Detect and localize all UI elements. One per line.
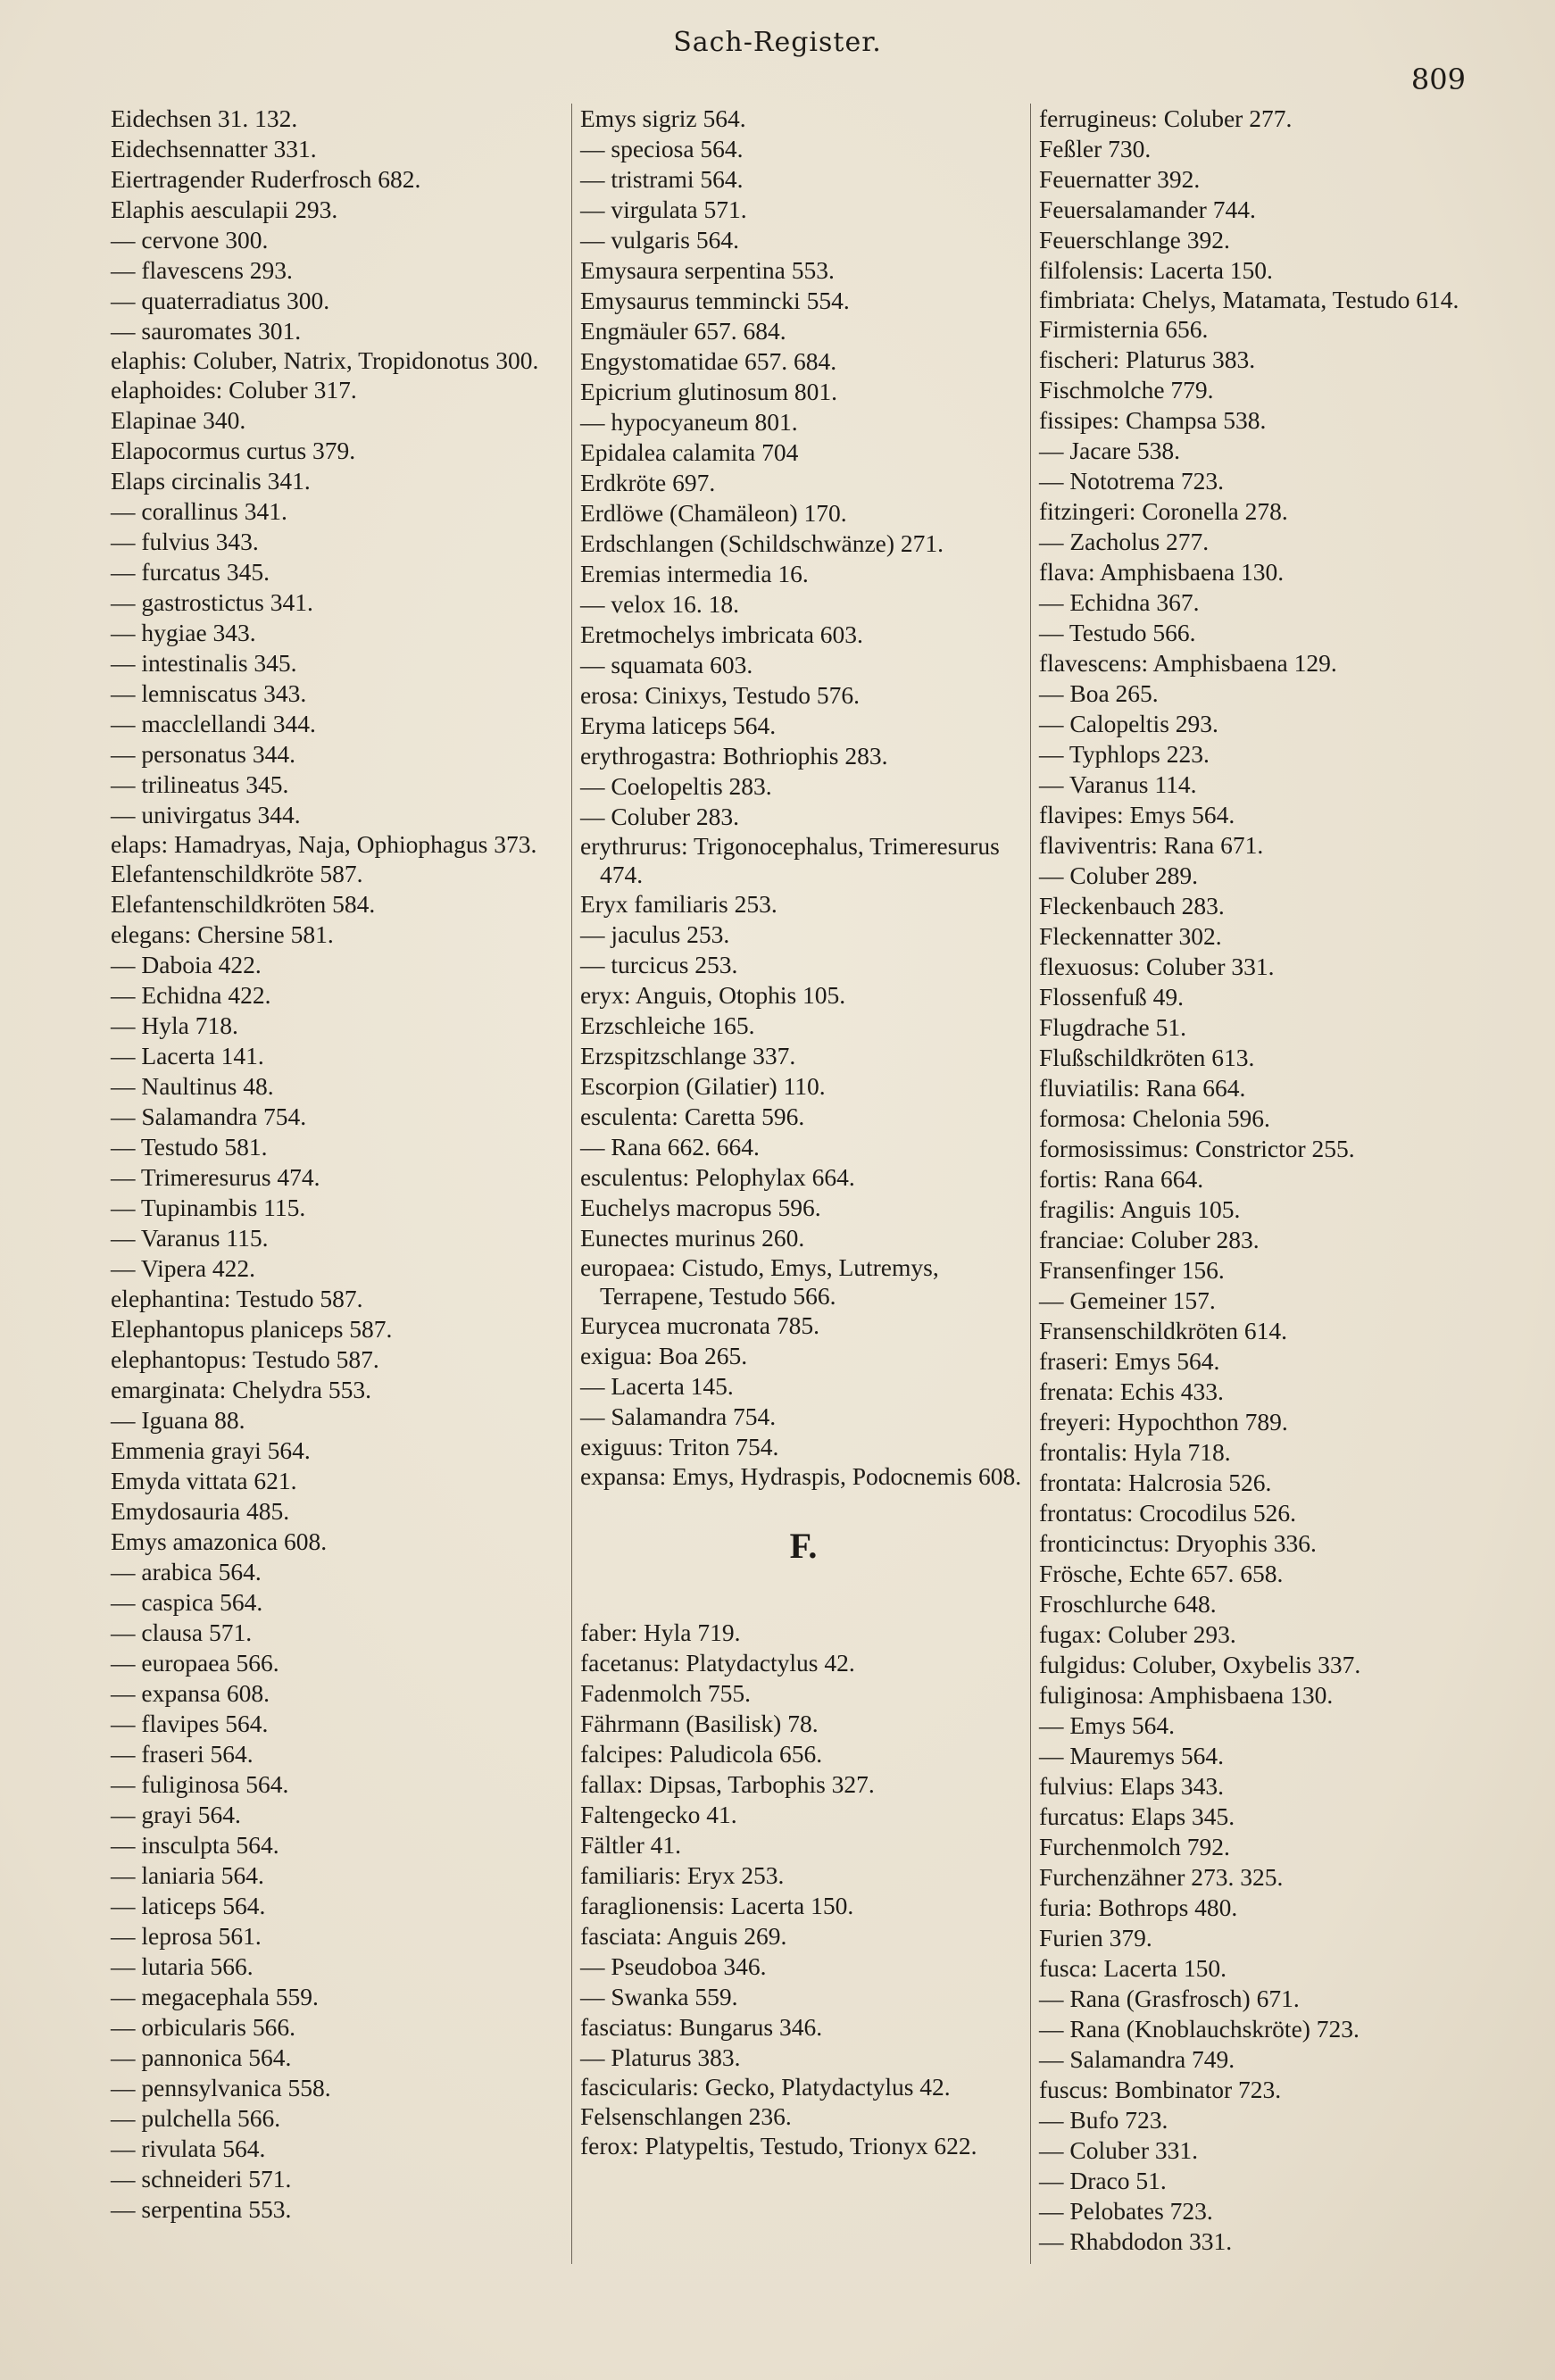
index-entry: furia: Bothrops 480.	[1039, 1893, 1238, 1921]
index-entry: Epidalea calamita 704	[580, 438, 799, 466]
index-entry: Elaps circinalis 341.	[111, 467, 311, 495]
index-entry: fusca: Lacerta 150.	[1039, 1954, 1227, 1982]
index-entry: — Hyla 718.	[111, 1011, 238, 1039]
index-entry: Escorpion (Gilatier) 110.	[580, 1072, 826, 1100]
index-entry: — Lacerta 145.	[580, 1372, 734, 1400]
index-entry: — Zacholus 277.	[1039, 528, 1210, 555]
index-entry: fulvius: Elaps 343.	[1039, 1772, 1225, 1800]
index-entry: fasciatus: Bungarus 346.	[580, 2013, 823, 2041]
index-entry: Erdlöwe (Chamäleon) 170.	[580, 499, 847, 527]
index-entry: — lutaria 566.	[111, 1952, 254, 1980]
index-entry: — grayi 564.	[111, 1801, 241, 1828]
index-entry: — jaculus 253.	[580, 920, 730, 948]
index-entry: exiguus: Triton 754.	[580, 1433, 779, 1460]
column-rule	[1030, 104, 1031, 2264]
index-entry: fimbriata: Chelys, Matamata, Testudo 614.	[1039, 286, 1459, 313]
index-entry: furcatus: Elaps 345.	[1039, 1802, 1235, 1830]
index-entry: Faltengecko 41.	[580, 1801, 737, 1828]
index-entry: — Daboia 422.	[111, 951, 262, 978]
index-entry: Erzschleiche 165.	[580, 1011, 755, 1039]
index-entry: — hypocyaneum 801.	[580, 408, 798, 436]
index-entry: elephantina: Testudo 587.	[111, 1285, 363, 1312]
index-entry: Emys amazonica 608.	[111, 1527, 328, 1555]
index-entry: Euchelys macropus 596.	[580, 1194, 821, 1221]
index-entry: — Swanka 559.	[580, 1983, 738, 2010]
index-entry: — Nototrema 723.	[1039, 467, 1224, 495]
index-entry: fulgidus: Coluber, Oxybelis 337.	[1039, 1651, 1361, 1678]
index-entry: — Boa 265.	[1039, 679, 1159, 707]
index-entry: — vulgaris 564.	[580, 226, 739, 254]
index-entry: Fransenfinger 156.	[1039, 1256, 1225, 1284]
index-entry: eryx: Anguis, Otophis 105.	[580, 981, 846, 1009]
index-column-3	[1039, 104, 1485, 2257]
index-entry: — laniaria 564.	[111, 1861, 264, 1889]
index-entry: — Echidna 367.	[1039, 588, 1200, 616]
index-entry: Feuerschlange 392.	[1039, 226, 1230, 254]
index-entry: — squamata 603.	[580, 651, 753, 678]
index-entry: Eremias intermedia 16.	[580, 560, 809, 587]
index-entry: fissipes: Champsa 538.	[1039, 406, 1267, 434]
index-entry: — rivulata 564.	[111, 2135, 266, 2162]
index-entry: erosa: Cinixys, Testudo 576.	[580, 681, 861, 709]
index-entry: — sauromates 301.	[111, 317, 302, 345]
index-entry: formosa: Chelonia 596.	[1039, 1104, 1270, 1132]
index-entry: — Trimeresurus 474.	[111, 1163, 320, 1191]
index-entry: — Draco 51.	[1039, 2167, 1167, 2194]
index-entry: Frösche, Echte 657. 658.	[1039, 1560, 1284, 1587]
index-entry: Furchenzähner 273. 325.	[1039, 1863, 1284, 1891]
index-entry: — intestinalis 345.	[111, 649, 297, 677]
index-entry: Feuersalamander 744.	[1039, 196, 1256, 223]
index-entry: — pennsylvanica 558.	[111, 2074, 331, 2101]
index-entry: erythrurus: Trigonocephalus, Trimeresurus 474.	[580, 832, 1000, 888]
index-entry: — Coluber 331.	[1039, 2136, 1198, 2164]
index-entry: fugax: Coluber 293.	[1039, 1620, 1236, 1648]
index-entry: Eryma laticeps 564.	[580, 712, 777, 739]
index-entry: emarginata: Chelydra 553.	[111, 1376, 371, 1403]
index-entry: Fadenmolch 755.	[580, 1679, 751, 1707]
index-entry: — macclellandi 344.	[111, 710, 316, 737]
index-entry: — serpentina 553.	[111, 2195, 292, 2223]
index-entry: erythrogastra: Bothriophis 283.	[580, 742, 888, 770]
index-entry: elephantopus: Testudo 587.	[111, 1345, 379, 1373]
index-entry: fragilis: Anguis 105.	[1039, 1195, 1241, 1223]
index-entry: — Gemeiner 157.	[1039, 1286, 1216, 1314]
index-entry: — virgulata 571.	[580, 196, 747, 223]
index-entry: — clausa 571.	[111, 1619, 253, 1646]
index-entry: — trilineatus 345.	[111, 770, 289, 798]
index-entry: — Testudo 566.	[1039, 619, 1196, 646]
index-entry: — orbicularis 566.	[111, 2013, 295, 2041]
index-entry: — Pelobates 723.	[1039, 2197, 1213, 2225]
index-entry: faraglionensis: Lacerta 150.	[580, 1892, 854, 1919]
index-entry: — Jacare 538.	[1039, 437, 1181, 464]
index-entry: frontatus: Crocodilus 526.	[1039, 1499, 1296, 1527]
index-entry: Fleckennatter 302.	[1039, 922, 1222, 950]
index-entry: esculentus: Pelophylax 664.	[580, 1163, 855, 1191]
index-entry: — Coluber 283.	[580, 803, 739, 830]
index-entry: — furcatus 345.	[111, 558, 270, 586]
index-entry: — Rana (Grasfrosch) 671.	[1039, 1985, 1300, 2012]
index-entry: flavescens: Amphisbaena 129.	[1039, 649, 1337, 677]
index-entry: Eretmochelys imbricata 603.	[580, 620, 863, 648]
index-entry: Eurycea mucronata 785.	[580, 1311, 820, 1339]
index-entry: europaea: Cistudo, Emys, Lutremys, Terrapene, Testudo 566.	[580, 1253, 939, 1310]
index-entry: — Coelopeltis 283.	[580, 772, 772, 800]
index-entry: flavipes: Emys 564.	[1039, 801, 1235, 828]
index-entry: — corallinus 341.	[111, 497, 287, 525]
index-entry: fascicularis: Gecko, Platydactylus 42.	[580, 2073, 951, 2101]
index-entry: — Naultinus 48.	[111, 1072, 274, 1100]
index-entry: fasciata: Anguis 269.	[580, 1922, 787, 1950]
page-number: 809	[1410, 62, 1466, 96]
index-entry: esculenta: Caretta 596.	[580, 1103, 805, 1130]
index-entry: Fältler 41.	[580, 1831, 682, 1859]
index-entry: fortis: Rana 664.	[1039, 1165, 1204, 1193]
index-entry: — turcicus 253.	[580, 951, 738, 978]
index-entry: frenata: Echis 433.	[1039, 1377, 1224, 1405]
index-entry: flava: Amphisbaena 130.	[1039, 558, 1285, 586]
index-entry: faber: Hyla 719.	[580, 1619, 741, 1646]
index-entry: Feuernatter 392.	[1039, 165, 1201, 193]
index-entry: — leprosa 561.	[111, 1922, 262, 1950]
index-entry: fluviatilis: Rana 664.	[1039, 1074, 1246, 1102]
index-entry: Epicrium glutinosum 801.	[580, 378, 837, 405]
index-entry: — Coluber 289.	[1039, 861, 1198, 889]
index-entry: Engystomatidae 657. 684.	[580, 347, 837, 375]
index-entry: Furchenmolch 792.	[1039, 1833, 1230, 1860]
index-entry: — Calopeltis 293.	[1039, 710, 1218, 737]
index-entry: elegans: Chersine 581.	[111, 920, 334, 948]
index-entry: Felsenschlangen 236.	[580, 2102, 792, 2130]
running-head: Sach-Register.	[673, 27, 882, 58]
index-entry: familiaris: Eryx 253.	[580, 1861, 785, 1889]
index-entry: Eidechsennatter 331.	[111, 135, 317, 162]
index-entry: — pulchella 566.	[111, 2104, 281, 2132]
index-entry: Firmisternia 656.	[1039, 315, 1209, 343]
index-entry: Eidechsen 31. 132.	[111, 104, 298, 132]
index-entry: — Tupinambis 115.	[111, 1194, 306, 1221]
index-entry: elaps: Hamadryas, Naja, Ophiophagus 373.	[111, 830, 537, 858]
index-entry: — Lacerta 141.	[111, 1042, 264, 1069]
index-entry: — speciosa 564.	[580, 135, 744, 162]
index-entry: — Platurus 383.	[580, 2043, 741, 2071]
index-entry: Emmenia grayi 564.	[111, 1436, 311, 1464]
index-entry: ferox: Platypeltis, Testudo, Trionyx 622.	[580, 2132, 977, 2159]
index-entry: — Bufo 723.	[1039, 2106, 1168, 2134]
index-entry: — univirgatus 344.	[111, 801, 301, 828]
index-entry: Fleckenbauch 283.	[1039, 892, 1225, 920]
index-entry: Flossenfuß 49.	[1039, 983, 1184, 1011]
index-entry: — expansa 608.	[111, 1679, 270, 1707]
index-entry: Eunectes murinus 260.	[580, 1224, 805, 1252]
index-entry: formosissimus: Constrictor 255.	[1039, 1135, 1355, 1162]
index-entry: — personatus 344.	[111, 740, 295, 768]
index-entry: flaviventris: Rana 671.	[1039, 831, 1264, 859]
index-entry: — cervone 300.	[111, 226, 269, 254]
index-column-2	[580, 104, 1027, 2160]
index-entry: Erdschlangen (Schildschwänze) 271.	[580, 529, 944, 557]
index-entry: fallax: Dipsas, Tarbophis 327.	[580, 1770, 875, 1798]
index-entry: Elefantenschildkröte 587.	[111, 860, 363, 887]
index-entry: Elaphis aesculapii 293.	[111, 196, 338, 223]
index-entry: frontalis: Hyla 718.	[1039, 1438, 1231, 1466]
index-entry: elaphoides: Coluber 317.	[111, 376, 357, 404]
index-entry: — flavescens 293.	[111, 256, 293, 284]
index-entry: Emydosauria 485.	[111, 1497, 290, 1525]
index-entry: Eiertragender Ruderfrosch 682.	[111, 165, 421, 193]
section-letter-heading: F.	[789, 1526, 818, 1566]
index-entry: — hygiae 343.	[111, 619, 256, 646]
index-entry: Fischmolche 779.	[1039, 376, 1214, 404]
index-entry: — Vipera 422.	[111, 1254, 256, 1282]
index-entry: Erdkröte 697.	[580, 469, 716, 496]
index-entry: Flußschildkröten 613.	[1039, 1044, 1255, 1071]
index-entry: — fulvius 343.	[111, 528, 259, 555]
index-entry: — europaea 566.	[111, 1649, 279, 1677]
index-entry: fischeri: Platurus 383.	[1039, 345, 1256, 373]
index-entry: Emys sigriz 564.	[580, 104, 746, 132]
index-entry: flexuosus: Coluber 331.	[1039, 953, 1275, 980]
index-entry: Eryx familiaris 253.	[580, 890, 778, 918]
index-entry: — lemniscatus 343.	[111, 679, 307, 707]
index-entry: — Salamandra 754.	[111, 1103, 307, 1130]
index-entry: Erzspitzschlange 337.	[580, 1042, 796, 1069]
index-entry: Fährmann (Basilisk) 78.	[580, 1710, 819, 1737]
index-entry: — Salamandra 754.	[580, 1402, 777, 1430]
index-entry: — Emys 564.	[1039, 1711, 1176, 1739]
index-entry: frontata: Halcrosia 526.	[1039, 1469, 1272, 1496]
index-entry: — megacephala 559.	[111, 1983, 319, 2010]
index-entry: — Salamandra 749.	[1039, 2045, 1235, 2073]
index-entry: Fransenschildkröten 614.	[1039, 1317, 1288, 1344]
index-entry: fitzingeri: Coronella 278.	[1039, 497, 1288, 525]
index-entry: — Rana (Knoblauchskröte) 723.	[1039, 2015, 1360, 2043]
index-entry: — Testudo 581.	[111, 1133, 268, 1161]
index-entry: — insculpta 564.	[111, 1831, 279, 1859]
index-entry: Elapinae 340.	[111, 406, 246, 434]
index-entry: — fuliginosa 564.	[111, 1770, 289, 1798]
index-entry: falcipes: Paludicola 656.	[580, 1740, 823, 1768]
column-rule	[571, 104, 572, 2264]
index-entry: Feßler 730.	[1039, 135, 1152, 162]
index-entry: — Mauremys 564.	[1039, 1742, 1224, 1769]
index-entry: Flugdrache 51.	[1039, 1013, 1186, 1041]
index-entry: — fraseri 564.	[111, 1740, 254, 1768]
index-entry: — Iguana 88.	[111, 1406, 245, 1434]
index-entry: facetanus: Platydactylus 42.	[580, 1649, 855, 1677]
index-entry: ferrugineus: Coluber 277.	[1039, 104, 1293, 132]
index-entry: — caspica 564.	[111, 1588, 263, 1616]
index-entry: Engmäuler 657. 684.	[580, 317, 786, 345]
index-entry: — Rhabdodon 331.	[1039, 2227, 1233, 2255]
index-entry: — Rana 662. 664.	[580, 1133, 760, 1161]
index-entry: — Echidna 422.	[111, 981, 271, 1009]
index-entry: Elefantenschildkröten 584.	[111, 890, 376, 918]
index-entry: — Pseudoboa 346.	[580, 1952, 767, 1980]
index-entry: freyeri: Hypochthon 789.	[1039, 1408, 1288, 1435]
index-entry: — schneideri 571.	[111, 2165, 292, 2193]
index-entry: Furien 379.	[1039, 1924, 1152, 1951]
index-entry: franciae: Coluber 283.	[1039, 1226, 1260, 1253]
index-entry: fuscus: Bombinator 723.	[1039, 2076, 1282, 2103]
index-entry: — gastrostictus 341.	[111, 588, 313, 616]
index-entry: — tristrami 564.	[580, 165, 744, 193]
index-entry: — pannonica 564.	[111, 2043, 292, 2071]
index-entry: fronticinctus: Dryophis 336.	[1039, 1529, 1317, 1557]
index-entry: — velox 16. 18.	[580, 590, 739, 618]
index-entry: exigua: Boa 265.	[580, 1342, 748, 1369]
index-entry: expansa: Emys, Hydraspis, Podocnemis 608.	[580, 1462, 1022, 1490]
index-entry: elaphis: Coluber, Natrix, Tropidonotus 300.	[111, 346, 539, 374]
index-entry: — flavipes 564.	[111, 1710, 269, 1737]
index-entry: fuliginosa: Amphisbaena 130.	[1039, 1681, 1334, 1709]
index-entry: Emysaurus temmincki 554.	[580, 287, 850, 314]
index-entry: — quaterradiatus 300.	[111, 287, 330, 314]
index-entry: — Varanus 114.	[1039, 770, 1197, 798]
index-entry: Elephantopus planiceps 587.	[111, 1315, 393, 1343]
index-entry: Emysaura serpentina 553.	[580, 256, 835, 284]
index-entry: — Varanus 115.	[111, 1224, 269, 1252]
index-entry: — laticeps 564.	[111, 1892, 266, 1919]
index-entry: Emyda vittata 621.	[111, 1467, 297, 1494]
index-entry: fraseri: Emys 564.	[1039, 1347, 1220, 1375]
index-entry: filfolensis: Lacerta 150.	[1039, 256, 1273, 284]
index-column-1	[111, 104, 566, 2225]
index-entry: — Typhlops 223.	[1039, 740, 1210, 768]
index-entry: Elapocormus curtus 379.	[111, 437, 356, 464]
index-entry: — arabica 564.	[111, 1558, 262, 1585]
index-entry: Froschlurche 648.	[1039, 1590, 1217, 1618]
